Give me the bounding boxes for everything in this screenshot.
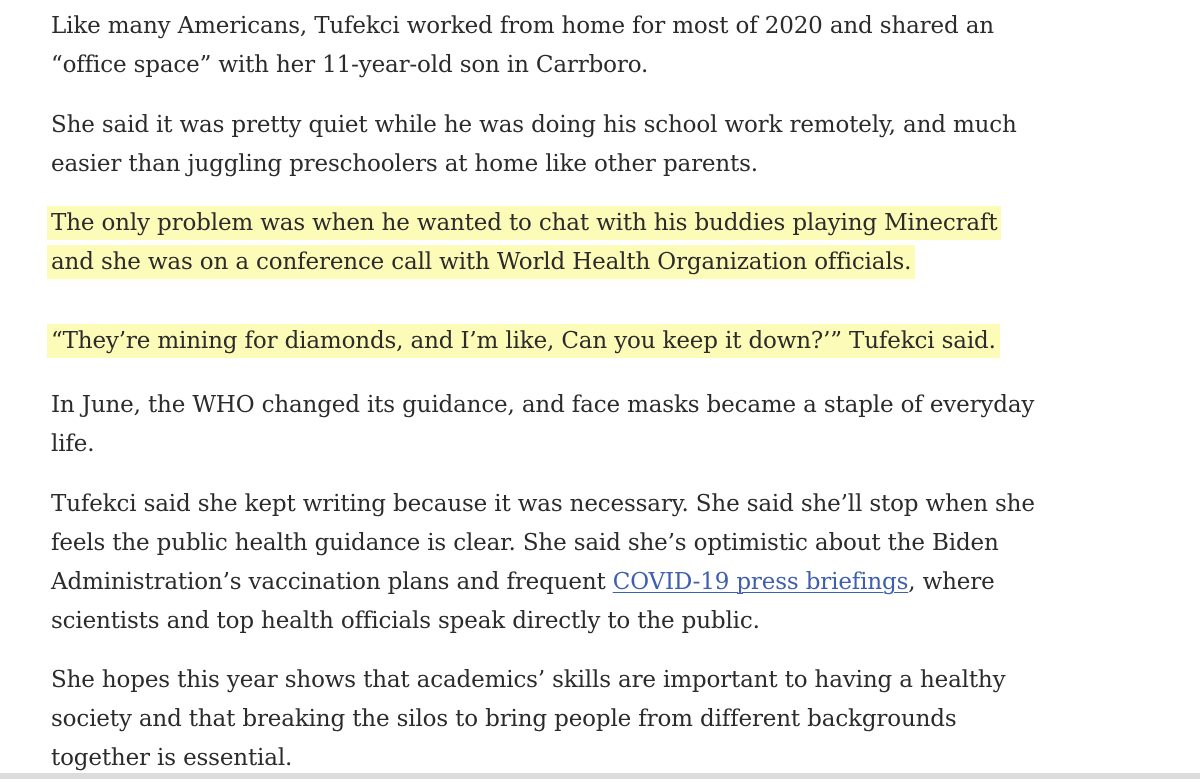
paragraph-line: “office space” with her 11-year-old son in Carrboro. (51, 52, 649, 78)
paragraph-line: Tufekci said she kept writing because it was necessary. She said she’ll stop when she (51, 491, 1035, 517)
bottom-divider (0, 773, 1200, 779)
paragraph-line: scientists and top health officials speak directly to the public. (51, 608, 760, 634)
highlighted-text: The only problem was when he wanted to chat with his buddies playing Minecraft (51, 206, 997, 240)
covid-press-briefings-link[interactable]: COVID-19 press briefings (612, 569, 909, 595)
highlighted-quote (51, 322, 996, 361)
highlighted-text: “They’re mining for diamonds, and I’m like, Can you keep it down?’” Tufekci said. (51, 324, 996, 358)
paragraph-1 (51, 7, 994, 85)
paragraph-line: She hopes this year shows that academics’ skills are important to having a healthy (51, 667, 1006, 693)
paragraph-line: Like many Americans, Tufekci worked from home for most of 2020 and shared an (51, 13, 994, 39)
paragraph-line: society and that breaking the silos to bring people from different backgrounds (51, 706, 957, 732)
paragraph-line-with-link: Administration’s vaccination plans and frequent COVID-19 press briefings, where (51, 569, 995, 595)
paragraph-line: easier than juggling preschoolers at home like other parents. (51, 151, 758, 177)
highlighted-paragraph-1 (51, 204, 997, 282)
paragraph-line: feels the public health guidance is clear. She said she’s optimistic about the Biden (51, 530, 999, 556)
paragraph-5 (51, 386, 1034, 464)
highlighted-text: and she was on a conference call with World Health Organization officials. (51, 245, 911, 279)
paragraph-line: together is essential. (51, 745, 293, 771)
paragraph-line: life. (51, 431, 95, 457)
paragraph-2 (51, 106, 1017, 184)
paragraph-line: In June, the WHO changed its guidance, and face masks became a staple of everyday (51, 392, 1035, 418)
paragraph-7 (51, 661, 1005, 778)
paragraph-line: She said it was pretty quiet while he was doing his school work remotely, and much (51, 112, 1017, 138)
paragraph-6 (51, 485, 1035, 641)
